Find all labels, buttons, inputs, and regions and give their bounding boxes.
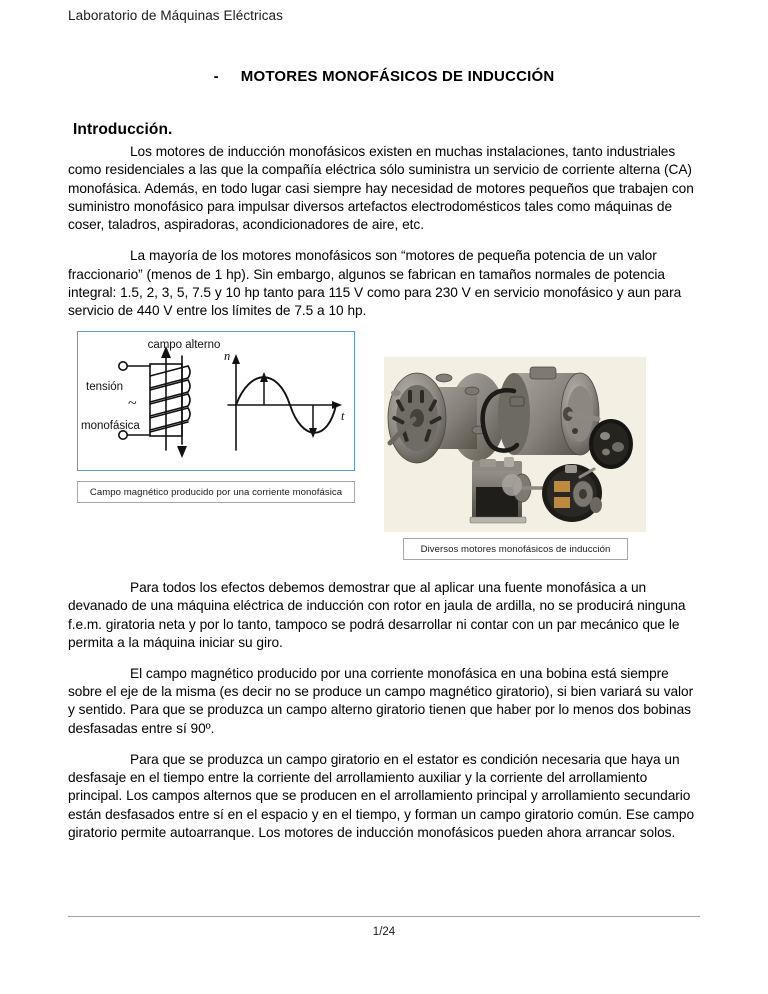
title-bullet-dash: - (213, 68, 219, 86)
diagram-axis-label-x: t (341, 409, 345, 424)
running-header: Laboratorio de Máquinas Eléctricas (68, 8, 284, 23)
diagram-label-ac-symbol: ~ (128, 395, 137, 413)
flux-arrow-down (177, 446, 187, 458)
motor-end-bell (589, 419, 633, 469)
footer-divider (68, 916, 700, 917)
paragraph-4: El campo magnético producido por una corriente monofásica en una bobina está siempre sobre el eje de la misma (es decir no se produce un campo magnético giratorio), si bien variará su valor y sentido. Para que se produzca un campo alterno giratorio tienen que haber por lo menos dos bobinas desfasadas entre sí 90º. (68, 666, 694, 736)
coil-alternating-field-diagram (78, 332, 353, 469)
figure-coil-diagram (77, 331, 355, 471)
paragraph-5: Para que se produzca un campo giratorio en el estator es condición necesaria que haya un desfasaje en el tiempo entre la corriente del arrollamiento auxiliar y la corriente del arrollamiento principal. Los campos alternos que se producen en el arrollamiento principal y arrollamiento secundario están desfasados entre sí en el espacio y en el tiempo, y forman un campo giratorio común. Ese campo giratorio permite autoarranque. Los motores de inducción monofásicos pueden ahora arrancar solos. (68, 751, 695, 840)
page-title (68, 68, 700, 85)
motor-bottom-right (542, 464, 602, 522)
figure-caption-photo: Diversos motores monofásicos de inducción (403, 538, 628, 560)
diagram-axis-label-y: n (224, 349, 231, 364)
diagram-label-monofasica: monofásica (81, 420, 140, 433)
page-number: 1/24 (372, 926, 396, 938)
figure-motor-photo (384, 357, 646, 532)
paragraph-1: Los motores de inducción monofásicos existen en muchas instalaciones, tanto industriales como residenciales a las que la compañía eléctrica sólo suministra un servicio de corriente alterna (CA) monofásica. Además, en todo lugar casi siempre hay necesidad de motores pequeños que trabajen con suministro monofásico para impulsar diversos artefactos electrodomésticos tales como máquinas de coser, taladros, aspiradoras, acondicionadores de aire, etc. (68, 144, 694, 233)
page-footer (68, 916, 700, 938)
paragraph-2: La mayoría de los motores monofásicos son “motores de pequeña potencia de un valor fraccionario” (menos de 1 hp). Sin embargo, algunos se fabrican en tamaños normales de potencia integral: 1.5, 2, 3, 5, 7.5 y 10 hp tanto para 115 V como para 230 V en servicio monofásico y aun para servicio de 440 V entre los límites de 7.5 a 10 hp. (68, 248, 682, 318)
paragraph-3: Para todos los efectos debemos demostrar que al aplicar una fuente monofásica a un devanado de una máquina eléctrica de inducción con rotor en jaula de ardilla, no se producirá ninguna f.e.m. giratoria neta y por lo tanto, tampoco se podrá desarrollar ni contar con un par mecánico que le permita a la máquina iniciar su giro. (68, 580, 686, 650)
figure-caption-diagram: Campo magnético producido por una corriente monofásica (77, 481, 355, 503)
section-heading-introduccion: Introducción. (73, 121, 173, 139)
title-text: MOTORES MONOFÁSICOS DE INDUCCIÓN (240, 68, 555, 86)
motor-photo-illustration (384, 357, 646, 532)
diagram-label-tension: tensión (86, 381, 124, 394)
diagram-label-campo-alterno: campo alterno (147, 339, 221, 352)
figure-group (68, 331, 700, 579)
